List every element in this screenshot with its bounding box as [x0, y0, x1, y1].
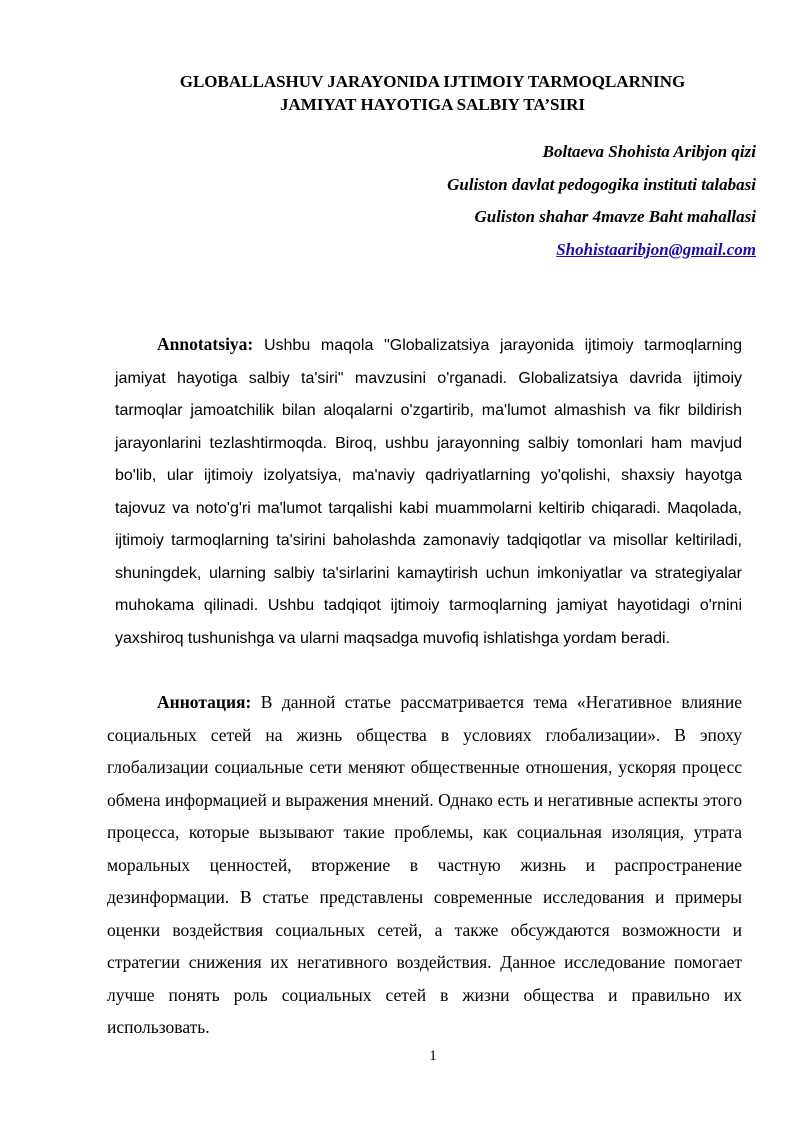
title-line-2: JAMIYAT HAYOTIGA SALBIY TA’SIRI: [280, 95, 585, 114]
abstract-uzbek-text: Ushbu maqola "Globalizatsiya jarayonida ijtimoiy tarmoqlarning jamiyat hayotiga salbiy ta'siri" mavzusini o'rganadi. Globalizatsiya davrida ijtimoiy tarmoqlar jamoatchilik bilan aloqalarni o'zgartirib, ma'lumot almashish va fikr bildirish jarayonlarini tezlashtirmoqda. Biroq, ushbu jarayonning salbiy tomonlari ham mavjud bo'lib, ular ijtimoiy izolyatsiya, ma'naviy qadriyatlarning yo'qolishi, shaxsiy hayotga tajovuz va noto'g'ri ma'lumot tarqalishi kabi muammolarni keltirib chiqaradi. Maqolada, ijtimoiy tarmoqlarning ta'sirini baholashda zamonaviy tadqiqotlar va misollar keltiriladi, shuningdek, ularning salbiy ta'sirlarini kamaytirish uchun imkoniyatlar va strategiyalar muhokama qilinadi. Ushbu tadqiqot ijtimoiy tarmoqlarning jamiyat hayotidagi o'rnini yaxshiroq tushunishga va ularni maqsadga muvofiq ishlatishga yordam beradi.: [115, 337, 742, 647]
page-number: 1: [429, 1048, 437, 1064]
author-address: Guliston shahar 4mavze Baht mahallasi: [474, 207, 756, 226]
paper-title: [100, 70, 765, 116]
title-line-1: GLOBALLASHUV JARAYONIDA IJTIMOIY TARMOQLARNING: [179, 72, 686, 91]
abstract-uzbek: [115, 328, 742, 655]
abstract-uzbek-label: Annotatsiya:: [157, 334, 254, 354]
abstract-russian-label: Аннотация:: [157, 692, 252, 712]
author-email-line: [196, 234, 756, 267]
abstract-russian-text: В данной статье рассматривается тема «Негативное влияние социальных сетей на жизнь общества в условиях глобализации». В эпоху глобализации социальные сети меняют общественные отношения, ускоряя процесс обмена информацией и выражения мнений. Однако есть и негативные аспекты этого процесса, которые вызывают такие проблемы, как социальная изоляция, утрата моральных ценностей, вторжение в частную жизнь и распространение дезинформации. В статье представлены современные исследования и примеры оценки воздействия социальных сетей, а также обсуждаются возможности и стратегии снижения их негативного воздействия. Данное исследование помогает лучше понять роль социальных сетей в жизни общества и правильно их использовать.: [107, 692, 742, 1037]
author-name: Boltaeva Shohista Aribjon qizi: [542, 142, 756, 161]
author-email-link[interactable]: Shohistaaribjon@gmail.com: [556, 239, 756, 259]
author-block: [196, 136, 756, 266]
abstract-russian: [107, 686, 742, 1044]
author-affiliation: Guliston davlat pedogogika instituti talabasi: [447, 174, 756, 194]
